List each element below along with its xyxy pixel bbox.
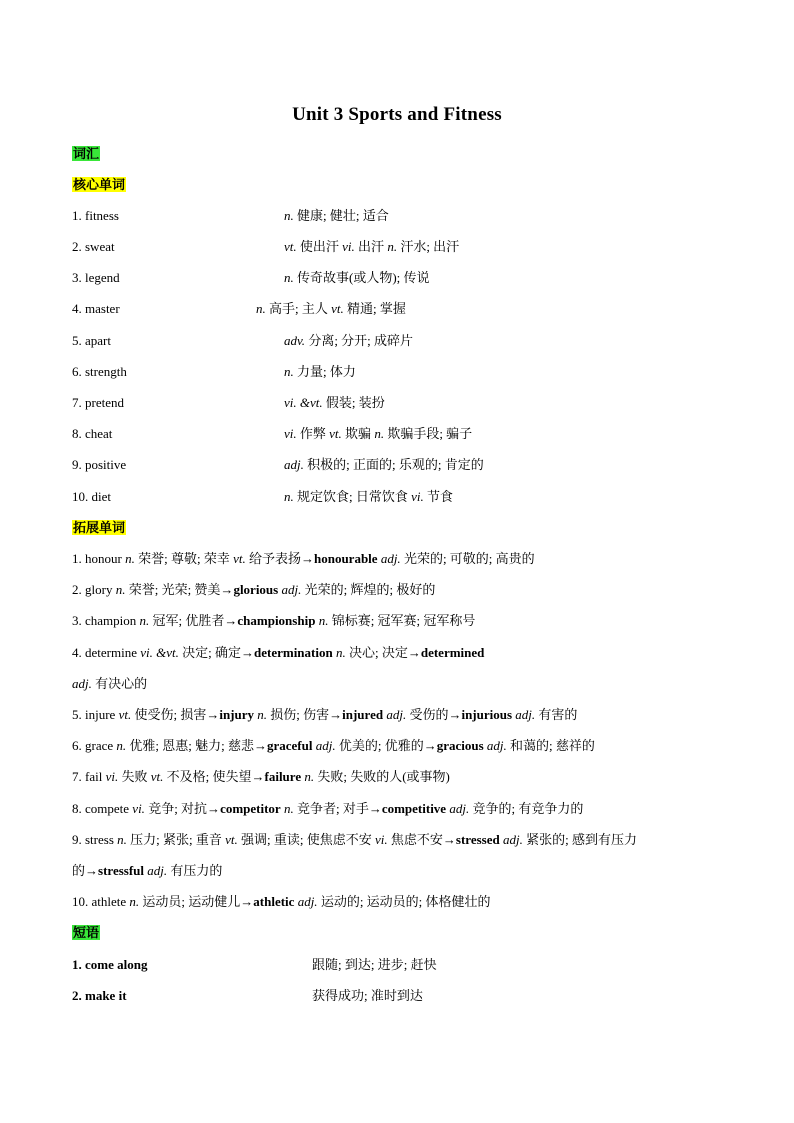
phrase-row <box>72 956 672 974</box>
core-words-header <box>72 176 126 194</box>
core-word: 2. sweat <box>72 239 115 254</box>
extended-tag: 拓展单词 <box>73 520 126 535</box>
extended-word-row-cont: 的→stressful adj. 有压力的 <box>72 863 223 878</box>
phrase-def: 获得成功; 准时到达 <box>312 988 423 1003</box>
phrase-row <box>72 987 672 1005</box>
core-def: vt. 使出汗 vi. 出汗 n. 汗水; 出汗 <box>284 239 460 254</box>
extended-word-row: 1. honour n. 荣誉; 尊敬; 荣幸 vt. 给予表扬→honourable adj. 光荣的; 可敬的; 高贵的 <box>72 551 535 566</box>
core-word: 1. fitness <box>72 208 119 223</box>
core-word-row <box>72 269 672 287</box>
core-word-row <box>72 332 672 350</box>
core-word-row <box>72 456 672 474</box>
extended-word-row: 9. stress n. 压力; 紧张; 重音 vt. 强调; 重读; 使焦虑不安 vi. 焦虑不安→stressed adj. 紧张的; 感到有压力 <box>72 832 637 847</box>
core-def: vi. 作弊 vt. 欺骗 n. 欺骗手段; 骗子 <box>284 426 473 441</box>
core-def: n. 力量; 体力 <box>284 364 356 379</box>
core-word-row <box>72 207 672 225</box>
core-word: 8. cheat <box>72 426 113 441</box>
extended-word-row-cont: adj. 有决心的 <box>72 676 148 691</box>
phrase-text: 1. come along <box>72 957 148 972</box>
core-tag: 核心单词 <box>73 177 126 192</box>
core-def: n. 传奇故事(或人物); 传说 <box>284 270 430 285</box>
core-def: adj. 积极的; 正面的; 乐观的; 肯定的 <box>284 457 484 472</box>
page-title: Unit 3 Sports and Fitness <box>292 104 502 125</box>
core-word: 10. diet <box>72 489 111 504</box>
extended-word-row: 8. compete vi. 竞争; 对抗→competitor n. 竞争者; 对手→competitive adj. 竞争的; 有竞争力的 <box>72 801 584 816</box>
core-word: 4. master <box>72 301 120 316</box>
core-word: 5. apart <box>72 333 111 348</box>
core-word: 7. pretend <box>72 395 124 410</box>
core-word-row <box>72 488 672 506</box>
core-word: 3. legend <box>72 270 120 285</box>
core-word-row <box>72 238 672 256</box>
extended-word-row: 6. grace n. 优雅; 恩惠; 魅力; 慈悲→graceful adj. 优美的; 优雅的→gracious adj. 和蔼的; 慈祥的 <box>72 738 595 753</box>
extended-word-row: 5. injure vt. 使受伤; 损害→injury n. 损伤; 伤害→injured adj. 受伤的→injurious adj. 有害的 <box>72 707 578 722</box>
core-def: n. 高手; 主人 vt. 精通; 掌握 <box>256 301 406 316</box>
core-def: adv. 分离; 分开; 成碎片 <box>284 333 414 348</box>
core-word-row <box>72 394 672 412</box>
extended-word-row: 4. determine vi. &vt. 决定; 确定→determination n. 决心; 决定→determined <box>72 645 485 660</box>
core-def: vi. &vt. 假装; 装扮 <box>284 395 385 410</box>
core-def: n. 规定饮食; 日常饮食 vi. 节食 <box>284 489 454 504</box>
extended-word-row: 3. champion n. 冠军; 优胜者→championship n. 锦标赛; 冠军赛; 冠军称号 <box>72 613 476 628</box>
vocab-tag: 词汇 <box>73 146 100 161</box>
phrases-tag: 短语 <box>73 925 100 940</box>
core-word-row <box>72 425 672 443</box>
phrases-header <box>72 924 100 942</box>
core-def: n. 健康; 健壮; 适合 <box>284 208 389 223</box>
extended-word-row: 2. glory n. 荣誉; 光荣; 赞美→glorious adj. 光荣的; 辉煌的; 极好的 <box>72 582 436 597</box>
phrase-def: 跟随; 到达; 进步; 赶快 <box>312 957 437 972</box>
extended-word-row: 7. fail vi. 失败 vt. 不及格; 使失望→failure n. 失败; 失败的人(或事物) <box>72 769 450 784</box>
extended-word-row: 10. athlete n. 运动员; 运动健儿→athletic adj. 运动的; 运动员的; 体格健壮的 <box>72 894 491 909</box>
core-word: 9. positive <box>72 457 127 472</box>
section-vocab-label <box>72 145 100 163</box>
core-word-row <box>72 363 672 381</box>
core-word: 6. strength <box>72 364 127 379</box>
phrase-text: 2. make it <box>72 988 127 1003</box>
core-word-row <box>72 300 672 318</box>
extended-words-header <box>72 519 126 537</box>
